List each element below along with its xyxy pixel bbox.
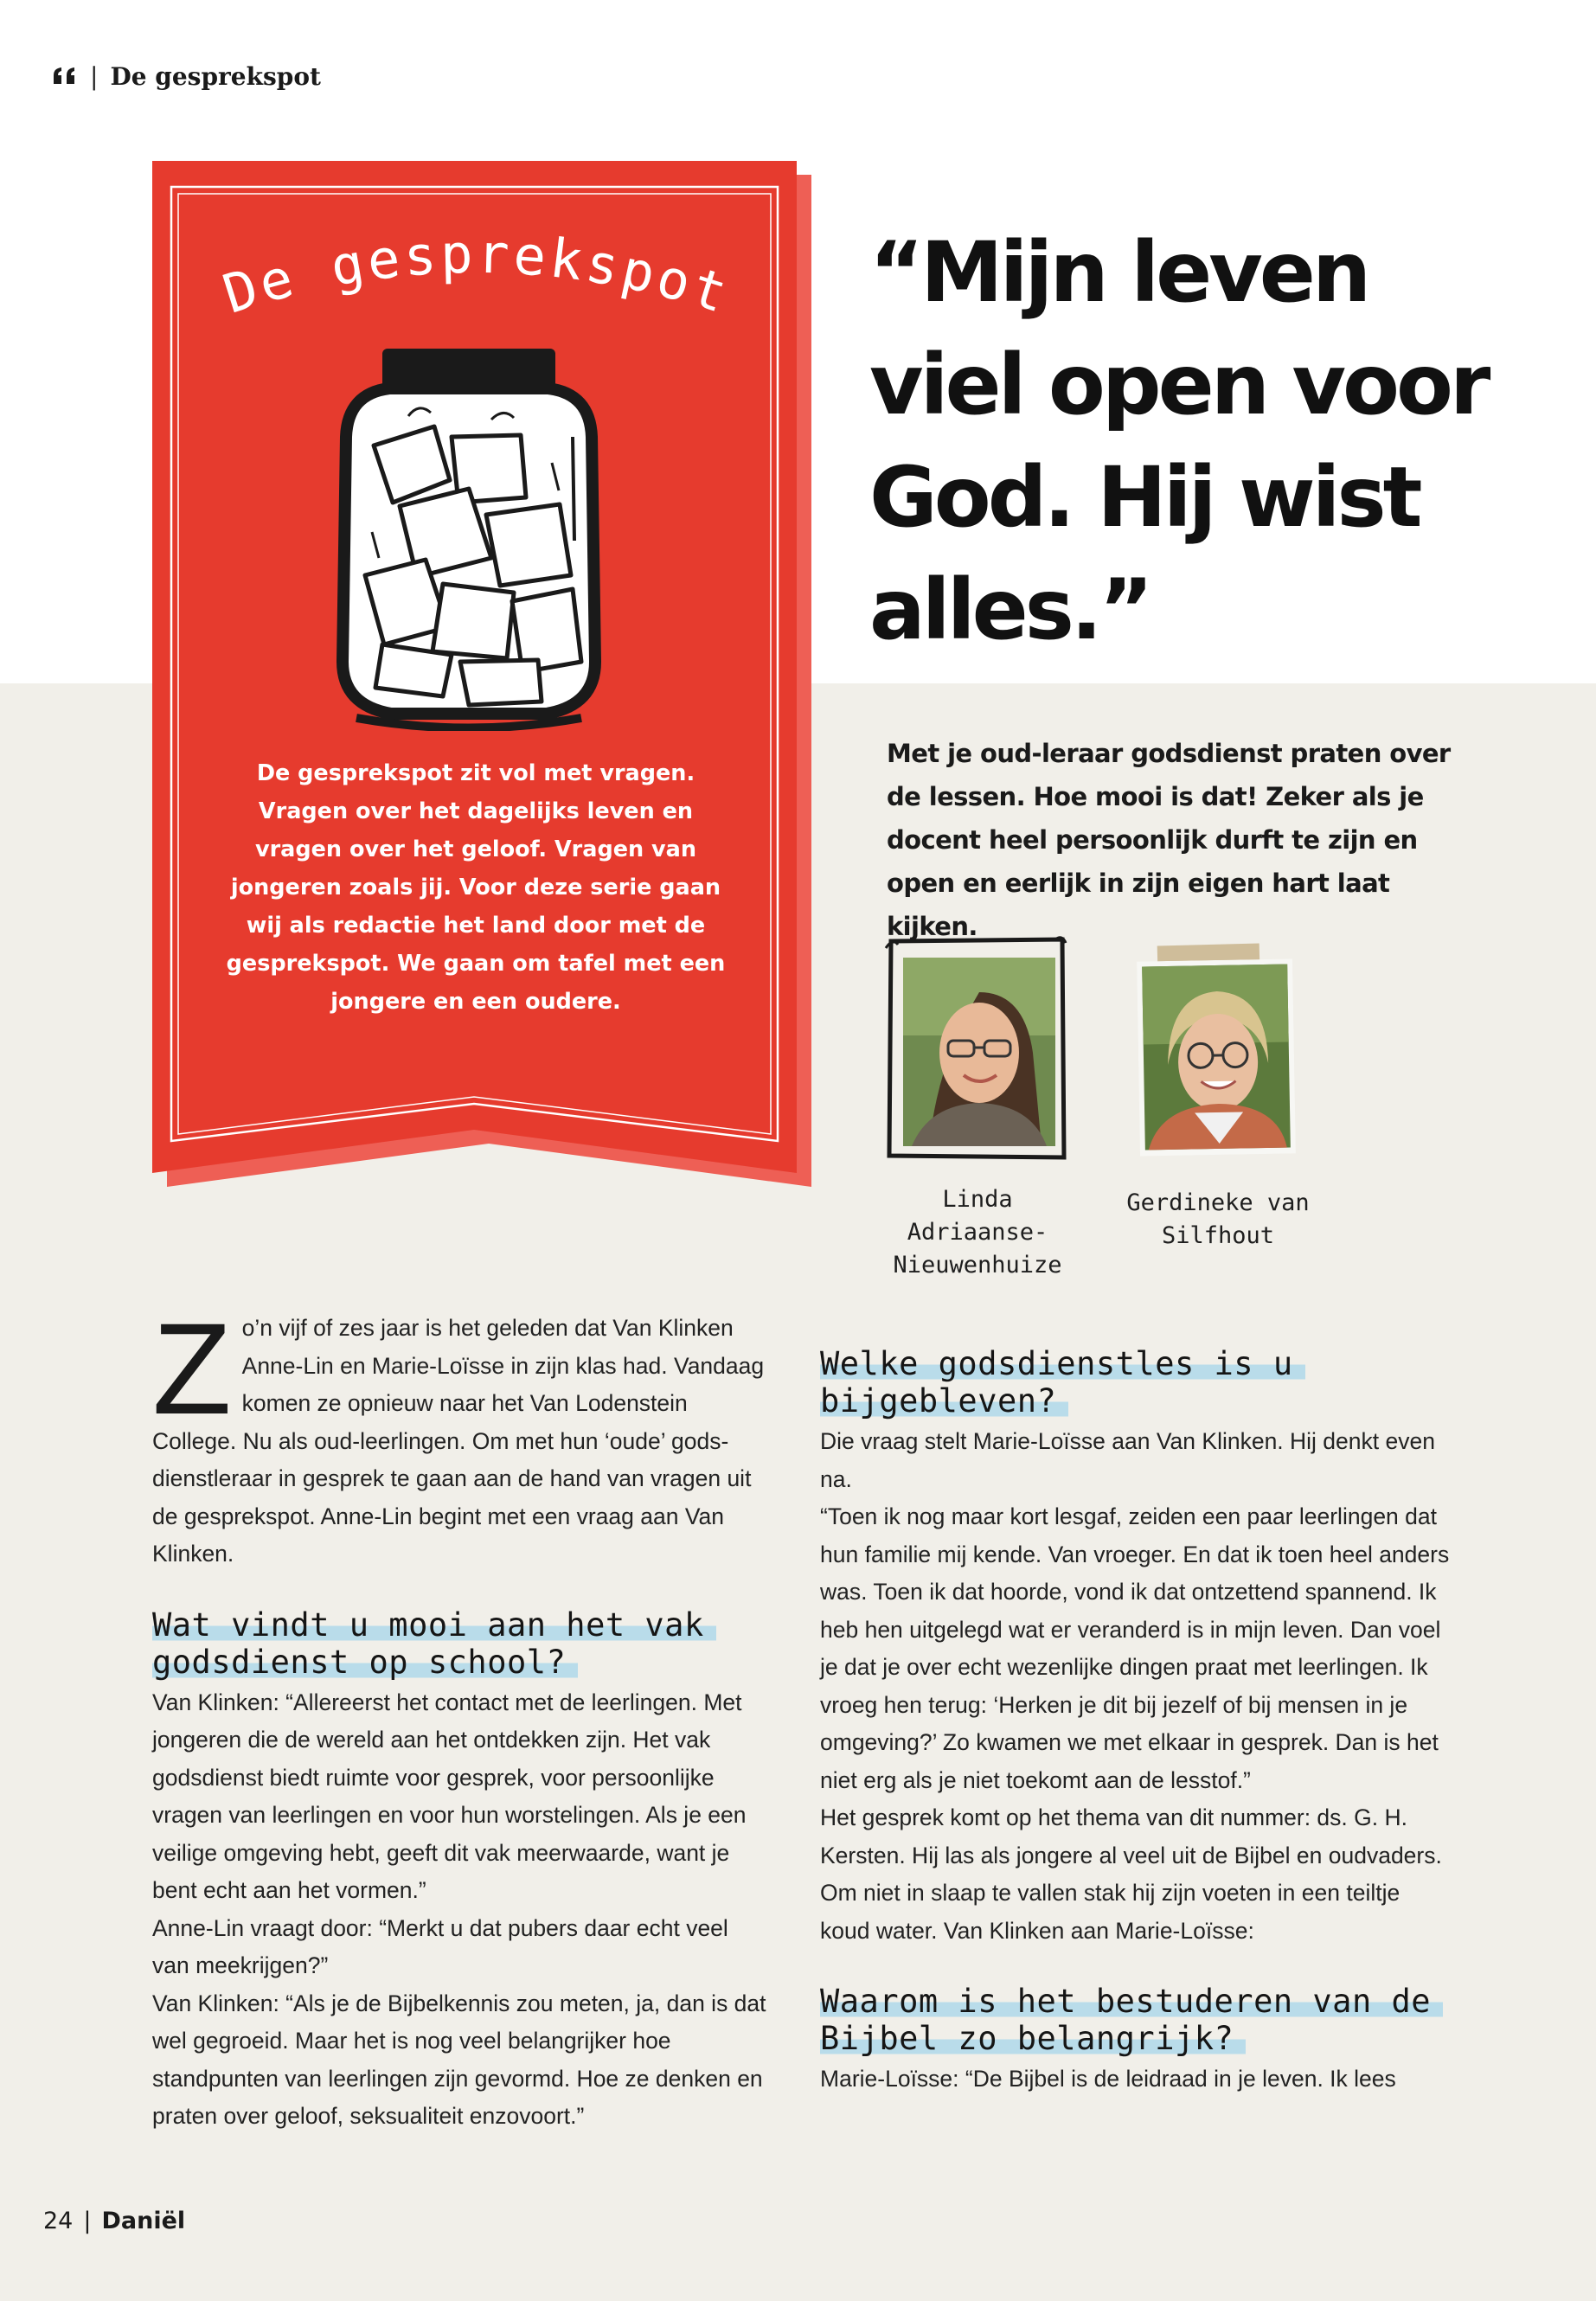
drop-cap: Z bbox=[152, 1296, 232, 1441]
paragraph: Van Klinken: “Als je de Bijbelkennis zou meten, ja, dan is dat wel gegroeid. Maar het is nog veel belangrijker hoe standpunten van leerlingen zijn gevormd. Hoe ze denken en praten over geloof, seksualiteit enzovoort.” bbox=[152, 1990, 766, 2129]
article-intro bbox=[152, 1296, 771, 1574]
banner-text: De gesprekspot zit vol met vragen. Vragen over het dagelijks leven en vragen over het geloof. Vragen van jongeren zoals jij. Voor deze serie gaan wij als redactie het land door met de gesprekspot. We gaan om tafel met een jongere en een oudere. bbox=[226, 760, 726, 1015]
article-column-left bbox=[152, 1296, 771, 2136]
page-number: 24 bbox=[43, 2208, 74, 2234]
intro-body: o’n vijf of zes jaar is het geleden dat Van Klinken Anne-Lin en Marie-Loïsse in zijn klas had. Vandaag komen ze opnieuw naar het Van Lodenstein College. Nu als oud-leerlingen. Om met hun ‘oude’ godsdienstleraar in gesprek te gaan aan de hand van vragen uit de gesprekspot. Anne-Lin begint met een vraag aan Van Klinken. bbox=[152, 1315, 765, 1567]
paragraph: Anne-Lin vraagt door: “Merkt u dat pubers daar echt veel van meekrijgen?” bbox=[152, 1914, 728, 1978]
paragraph: Marie-Loïsse: “De Bijbel is de leidraad in je leven. Ik lees bbox=[820, 2066, 1396, 2092]
article-column-right bbox=[820, 1345, 1452, 2099]
paragraph: Van Klinken: “Allereerst het contact met de leerlingen. Met jongeren die de wereld aan het ontdekken zijn. Het vak godsdienst biedt ruimte voor gesprek, voor persoonlijke vragen van leerlingen en voor hun worstelingen. Als je een veilige omgeving hebt, geeft dit vak meerwaarde, want je bent echt aan het vormen.” bbox=[152, 1689, 747, 1903]
running-header bbox=[52, 61, 321, 92]
caption-linda: Linda Adriaanse-Nieuwenhuize bbox=[893, 1186, 1062, 1279]
caption-gerdineke: Gerdineke van Silfhout bbox=[1126, 1189, 1310, 1249]
question-heading-1: Wat vindt u mooi aan het vak godsdienst op school? bbox=[152, 1606, 771, 1681]
jar-icon bbox=[322, 333, 616, 731]
pull-quote-headline: “Mijn leven viel open voor God. Hij wist alles.” bbox=[869, 224, 1488, 658]
portrait-gerdineke bbox=[1137, 958, 1296, 1156]
svg-text:De gesprekspot: De gesprekspot bbox=[215, 221, 738, 326]
header-separator: | bbox=[90, 61, 99, 91]
question-heading-2: Welke godsdienstles is u bijgebleven? bbox=[820, 1345, 1452, 1420]
question-heading-3: Waarom is het bestuderen van de Bijbel zo belangrijk? bbox=[820, 1983, 1452, 2057]
magazine-name: Daniël bbox=[101, 2208, 186, 2234]
portrait-linda bbox=[903, 958, 1055, 1146]
intro-text: Met je oud-leraar godsdienst praten over de lessen. Hoe mooi is dat! Zeker als je docent heel persoonlijk durft te zijn en open en eerlijk in zijn eigen hart laat kijken. bbox=[887, 739, 1451, 941]
section-title: De gesprekspot bbox=[110, 61, 321, 91]
paragraph: Het gesprek komt op het thema van dit nummer: ds. G. H. Kersten. Hij las als jongere al veel uit de Bijbel en oudvaders. Om niet in slaap te vallen stak hij zijn voeten in een teiltje koud water. Van Klinken aan Marie-Loïsse: bbox=[820, 1804, 1442, 1944]
paragraph: Die vraag stelt Marie-Loïsse aan Van Klinken. Hij denkt even na. bbox=[820, 1428, 1435, 1492]
page-folio: 24 | Daniël bbox=[43, 2208, 186, 2234]
quote-mark-icon bbox=[52, 67, 78, 86]
paragraph: “Toen ik nog maar kort lesgaf, zeiden een paar leerlingen dat hun familie mij kende. Van vroeger. En dat ik toen heel anders was. Toen ik dat hoorde, vond ik dat ontzettend spannend. Ik heb hen uitgelegd wat er veranderd is in mijn leven. Dan voel je dat je over echt wezenlijke dingen praat met leerlingen. Ik vroeg hen terug: ‘Herken je dit bij jezelf of bij mensen in je omgeving?’ Zo kwamen we met elkaar in gesprek. Dan is het niet erg als je niet toekomt aan de lesstof.” bbox=[820, 1503, 1450, 1793]
